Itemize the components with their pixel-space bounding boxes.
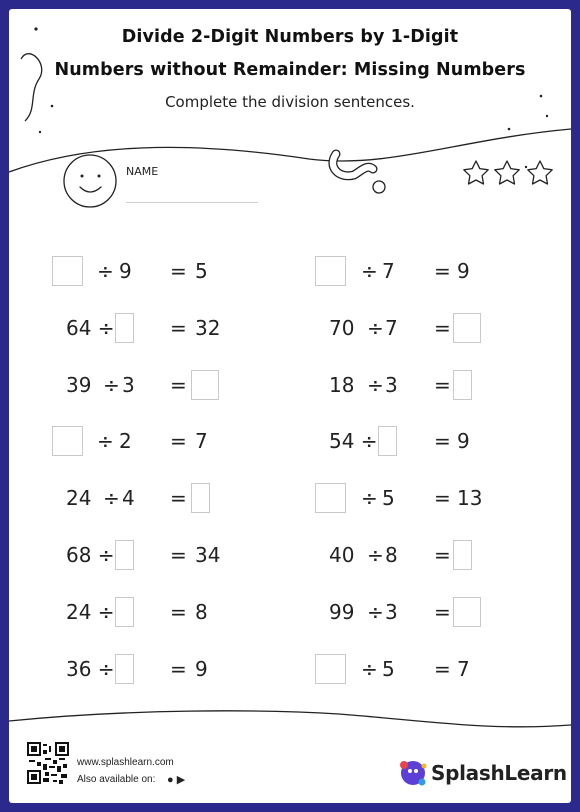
answer-box[interactable] <box>52 426 83 456</box>
divide-symbol: ÷ <box>103 372 120 397</box>
equals-symbol: = <box>434 543 451 567</box>
quotient: 9 <box>195 656 208 681</box>
qr-code-icon <box>27 742 69 784</box>
quotient: 13 <box>457 486 483 511</box>
answer-box[interactable] <box>315 256 346 286</box>
equals-symbol: = <box>434 372 451 397</box>
dividend-box[interactable] <box>315 654 346 684</box>
divisor-box[interactable] <box>115 654 134 684</box>
quotient-box[interactable] <box>453 313 481 343</box>
quotient-box[interactable] <box>453 540 472 570</box>
quotient-box[interactable] <box>453 370 472 400</box>
footer-wave <box>9 711 571 727</box>
divisor: 3 <box>385 599 398 624</box>
divide-symbol: ÷ <box>361 656 378 681</box>
divisor: 9 <box>119 259 132 283</box>
dividend: 40 <box>329 543 355 567</box>
smiley-face-icon <box>64 155 116 207</box>
divisor: 7 <box>385 315 398 340</box>
dividend-box[interactable] <box>52 256 83 286</box>
divisor-box[interactable] <box>115 313 134 343</box>
quotient-box[interactable] <box>453 597 481 627</box>
divisor: 4 <box>122 486 135 511</box>
dividend: 18 <box>329 372 355 397</box>
dividend: 36 ÷ <box>66 656 115 681</box>
answer-box[interactable] <box>115 540 134 570</box>
equals-symbol: = <box>434 259 451 283</box>
circle-decoration <box>373 181 385 193</box>
divisor: 5 <box>382 656 395 681</box>
brand-name: SplashLearn <box>431 761 567 785</box>
divide-symbol: ÷ <box>97 429 114 454</box>
dividend: 24 <box>66 486 92 511</box>
dividend: 99 <box>329 599 355 624</box>
dividend-box[interactable] <box>315 256 346 286</box>
equals-symbol: = <box>434 315 451 340</box>
quotient-box[interactable] <box>191 370 219 400</box>
quotient: 5 <box>195 259 208 283</box>
play-store-icon[interactable]: ▶ <box>176 774 186 786</box>
equals-symbol: = <box>434 656 451 681</box>
answer-box[interactable] <box>315 483 346 513</box>
divisor: 7 <box>382 259 395 283</box>
star-icon <box>464 161 488 184</box>
divisor: 3 <box>122 372 135 397</box>
quotient: 9 <box>457 429 470 454</box>
divide-symbol: ÷ <box>367 315 384 340</box>
answer-box[interactable] <box>453 370 472 400</box>
quotient: 7 <box>195 429 208 454</box>
equals-symbol: = <box>170 543 187 567</box>
divisor-box[interactable] <box>378 426 397 456</box>
instructions: Complete the division sentences. <box>165 93 415 111</box>
dividend: 68 ÷ <box>66 543 115 567</box>
answer-box[interactable] <box>191 483 210 513</box>
quotient: 32 <box>195 315 221 340</box>
dividend: 39 <box>66 372 92 397</box>
name-input-line[interactable] <box>126 202 258 203</box>
divisor-box[interactable] <box>115 540 134 570</box>
star-icon <box>528 161 552 184</box>
footer-url[interactable]: www.splashlearn.com <box>77 757 174 768</box>
divide-symbol: ÷ <box>367 599 384 624</box>
quotient-box[interactable] <box>191 483 210 513</box>
equals-symbol: = <box>170 372 187 397</box>
page-title-line2: Numbers without Remainder: Missing Numbers <box>54 60 526 80</box>
divisor: 2 <box>119 429 132 454</box>
page-title-line1: Divide 2-Digit Numbers by 1-Digit <box>121 27 459 47</box>
divisor-box[interactable] <box>115 597 134 627</box>
equals-symbol: = <box>170 656 187 681</box>
footer-available-text: Also available on: <box>77 774 156 785</box>
answer-box[interactable] <box>453 597 481 627</box>
divide-symbol: ÷ <box>361 259 378 283</box>
answer-box[interactable] <box>52 256 83 286</box>
quotient: 7 <box>457 656 470 681</box>
divide-symbol: ÷ <box>97 259 114 283</box>
quotient: 9 <box>457 259 470 283</box>
dividend: 54 ÷ <box>329 429 378 454</box>
answer-box[interactable] <box>191 370 219 400</box>
dividend: 24 ÷ <box>66 599 115 624</box>
quotient: 8 <box>195 599 208 624</box>
equals-symbol: = <box>434 429 451 454</box>
dividend-box[interactable] <box>315 483 346 513</box>
answer-box[interactable] <box>315 654 346 684</box>
dividend-box[interactable] <box>52 426 83 456</box>
decorations <box>9 9 571 803</box>
equals-symbol: = <box>170 486 187 511</box>
divide-symbol: ÷ <box>361 486 378 511</box>
divisor: 8 <box>385 543 398 567</box>
divide-symbol: ÷ <box>367 372 384 397</box>
divide-symbol: ÷ <box>367 543 384 567</box>
equals-symbol: = <box>170 429 187 454</box>
dividend: 64 ÷ <box>66 315 115 340</box>
equals-symbol: = <box>170 599 187 624</box>
equals-symbol: = <box>434 486 451 511</box>
name-label: NAME <box>126 165 159 178</box>
divisor: 5 <box>382 486 395 511</box>
splashlearn-logo-icon <box>397 758 429 788</box>
quotient: 34 <box>195 543 221 567</box>
equals-symbol: = <box>170 315 187 340</box>
answer-box[interactable] <box>453 313 481 343</box>
divide-symbol: ÷ <box>103 486 120 511</box>
worksheet <box>9 9 571 803</box>
apple-icon[interactable]: ● <box>167 774 174 786</box>
dividend: 70 <box>329 315 355 340</box>
store-icons <box>167 773 185 786</box>
divisor: 3 <box>385 372 398 397</box>
answer-box[interactable] <box>378 426 397 456</box>
equals-symbol: = <box>170 259 187 283</box>
answer-box[interactable] <box>115 313 134 343</box>
equals-symbol: = <box>434 599 451 624</box>
answer-box[interactable] <box>115 597 134 627</box>
star-icon <box>495 161 519 184</box>
answer-box[interactable] <box>115 654 134 684</box>
answer-box[interactable] <box>453 540 472 570</box>
